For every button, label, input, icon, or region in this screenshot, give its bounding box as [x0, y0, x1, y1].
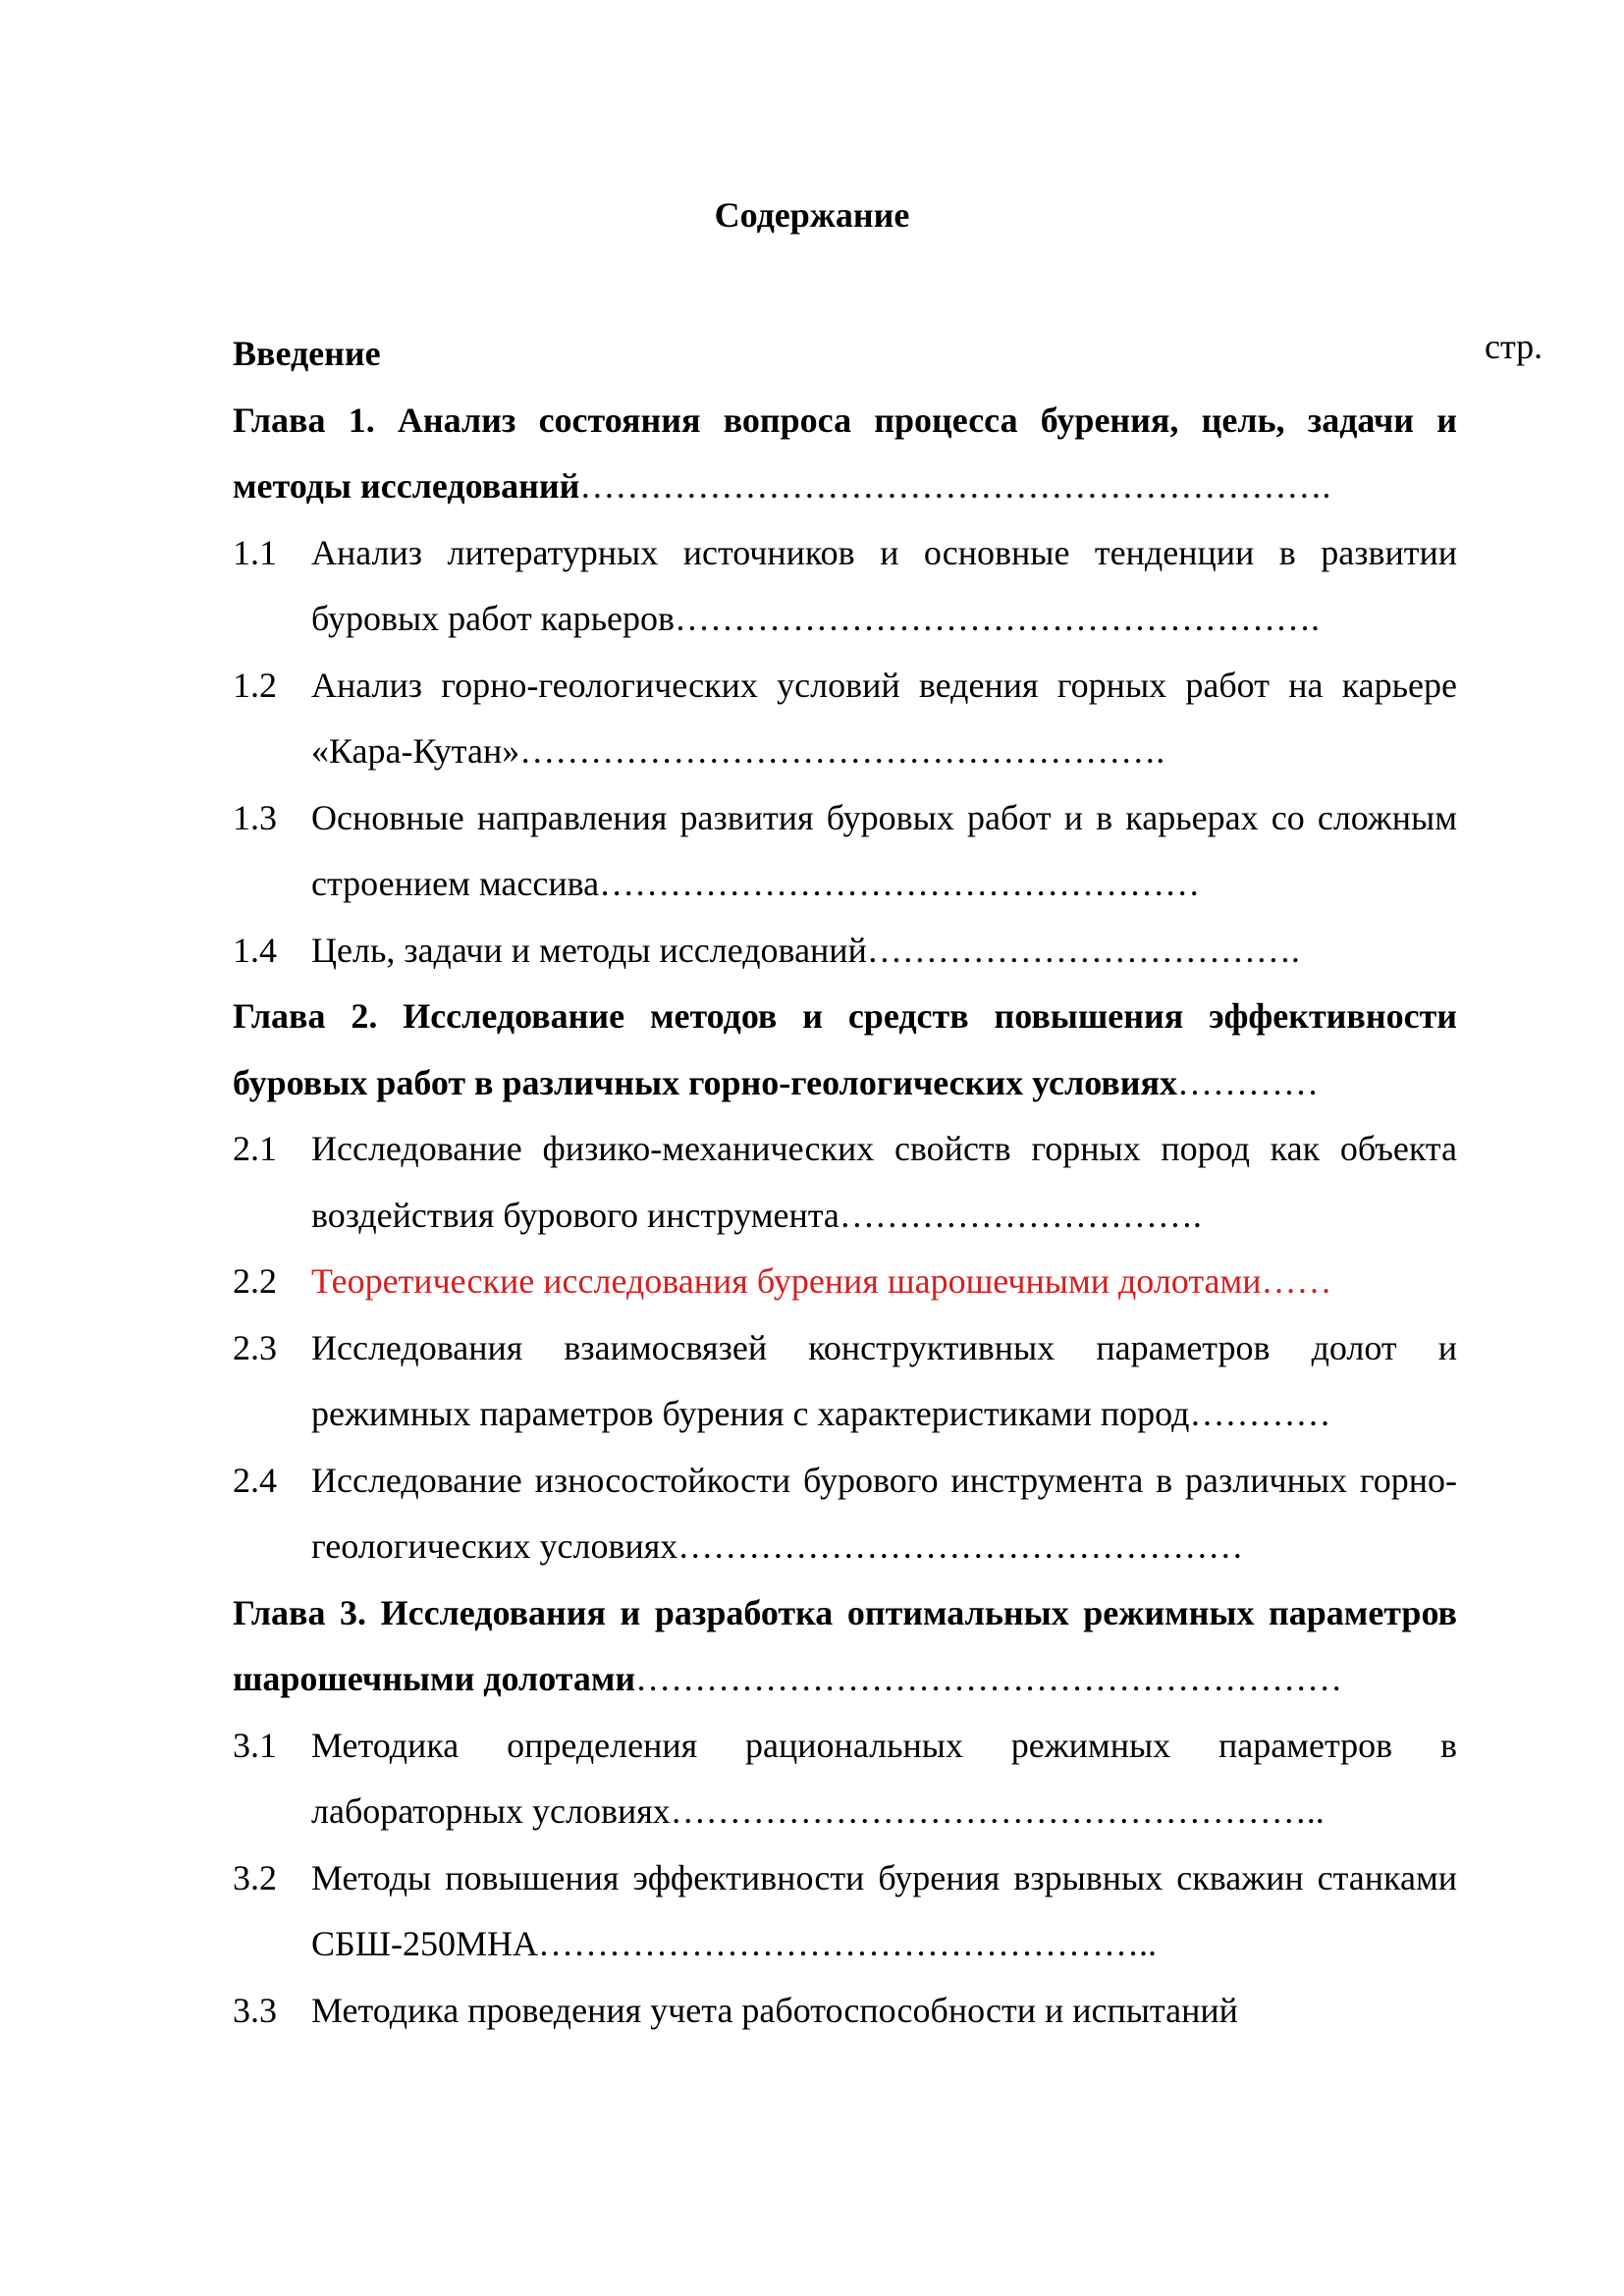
- toc-entry-title: Методика определения рациональных режимных параметров в лабораторных условиях: [311, 1725, 1457, 1831]
- toc-entry-number: 2.4: [233, 1460, 277, 1500]
- toc-entry-title: Глава 1. Анализ состояния вопроса процесса бурения, цель, задачи и методы исследований: [233, 400, 1457, 506]
- toc-entry-1-2: [233, 653, 1457, 785]
- toc-entry-title: Глава 3. Исследования и разработка оптимальных режимных параметров шарошечными долотами: [233, 1592, 1457, 1698]
- toc-entry-title: Цель, задачи и методы исследований: [311, 930, 867, 970]
- toc-entry-title: Глава 2. Исследование методов и средств повышения эффективности буровых работ в различных горно-геологических условиях: [233, 996, 1457, 1102]
- toc-entry-number: 2.3: [233, 1327, 277, 1367]
- toc-leader-dots: …………………………………………: [677, 1526, 1244, 1566]
- toc-entry-1-4: [233, 918, 1457, 985]
- toc-entry-1-3: [233, 785, 1457, 918]
- toc-leader-dots: ……………………………….: [866, 930, 1300, 970]
- table-of-contents: [233, 321, 1457, 2044]
- toc-entry-2-4: [233, 1448, 1457, 1580]
- toc-entry-2-1: [233, 1116, 1457, 1249]
- toc-entry-number: 1.1: [233, 532, 277, 572]
- toc-entry-number: 3.1: [233, 1725, 277, 1765]
- toc-entry-2-2: [233, 1249, 1457, 1315]
- toc-entry-title: Введение: [233, 334, 381, 373]
- toc-leader-dots: ……………………………………………………….: [579, 466, 1331, 506]
- toc-entry-title: Методика проведения учета работоспособности и испытаний: [311, 1990, 1238, 2030]
- toc-entry-title: Исследование износостойкости бурового инструмента в различных горно-геологических условиях: [311, 1460, 1457, 1566]
- toc-leader-dots: ……………………………………………: [599, 864, 1201, 903]
- toc-entry-title: Теоретические исследования бурения шарошечными долотами: [311, 1261, 1262, 1301]
- toc-entry-3-1: [233, 1713, 1457, 1845]
- toc-entry-chapter-3: [233, 1580, 1457, 1713]
- page-title: Содержание: [714, 195, 910, 235]
- toc-entry-number: 1.4: [233, 930, 277, 970]
- toc-entry-number: 2.2: [233, 1261, 277, 1301]
- toc-entry-1-1: [233, 520, 1457, 653]
- toc-leader-dots: ……: [1261, 1261, 1332, 1301]
- toc-entry-title: Исследования взаимосвязей конструктивных параметров долот и режимных параметров бурения с характеристиками пород: [311, 1327, 1457, 1433]
- toc-leader-dots: ……………………………………………….: [675, 599, 1321, 638]
- toc-entry-title: Основные направления развития буровых работ и в карьерах со сложным строением массива: [311, 797, 1457, 903]
- toc-leader-dots: ………………………….: [839, 1195, 1202, 1235]
- toc-entry-chapter-2: [233, 984, 1457, 1116]
- toc-entry-number: 1.3: [233, 797, 277, 837]
- toc-entry-title: Анализ горно-геологических условий ведения горных работ на карьере «Кара-Кутан»: [311, 665, 1457, 771]
- toc-entry-introduction: [233, 321, 1457, 388]
- toc-leader-dots: …………: [1176, 1062, 1319, 1102]
- toc-entry-title: Анализ литературных источников и основные тенденции в развитии буровых работ карьеров: [311, 532, 1457, 638]
- toc-entry-highlighted: [311, 1249, 1457, 1315]
- toc-leader-dots: ……………………………………………….: [519, 731, 1165, 771]
- toc-entry-3-2: [233, 1845, 1457, 1978]
- toc-leader-dots: ……………………………………………………: [635, 1659, 1343, 1698]
- page-column-label: стр.: [1485, 327, 1543, 366]
- toc-entry-2-3: [233, 1315, 1457, 1448]
- toc-entry-number: 3.3: [233, 1990, 277, 2030]
- toc-leader-dots: …………: [1189, 1394, 1331, 1433]
- toc-entry-chapter-1: [233, 388, 1457, 520]
- toc-entry-number: 1.2: [233, 665, 277, 705]
- toc-entry-title: Исследование физико-механических свойств горных пород как объекта воздействия бурового инструмента: [311, 1129, 1457, 1235]
- toc-entry-title: Методы повышения эффективности бурения взрывных скважин станками СБШ-250МНА: [311, 1857, 1457, 1963]
- toc-leader-dots: ……………………………………………..: [538, 1924, 1157, 1963]
- toc-leader-dots: ………………………………………………..: [670, 1791, 1325, 1831]
- toc-entry-number: 2.1: [233, 1129, 277, 1168]
- toc-entry-number: 3.2: [233, 1857, 277, 1897]
- toc-entry-3-3: [233, 1978, 1457, 2045]
